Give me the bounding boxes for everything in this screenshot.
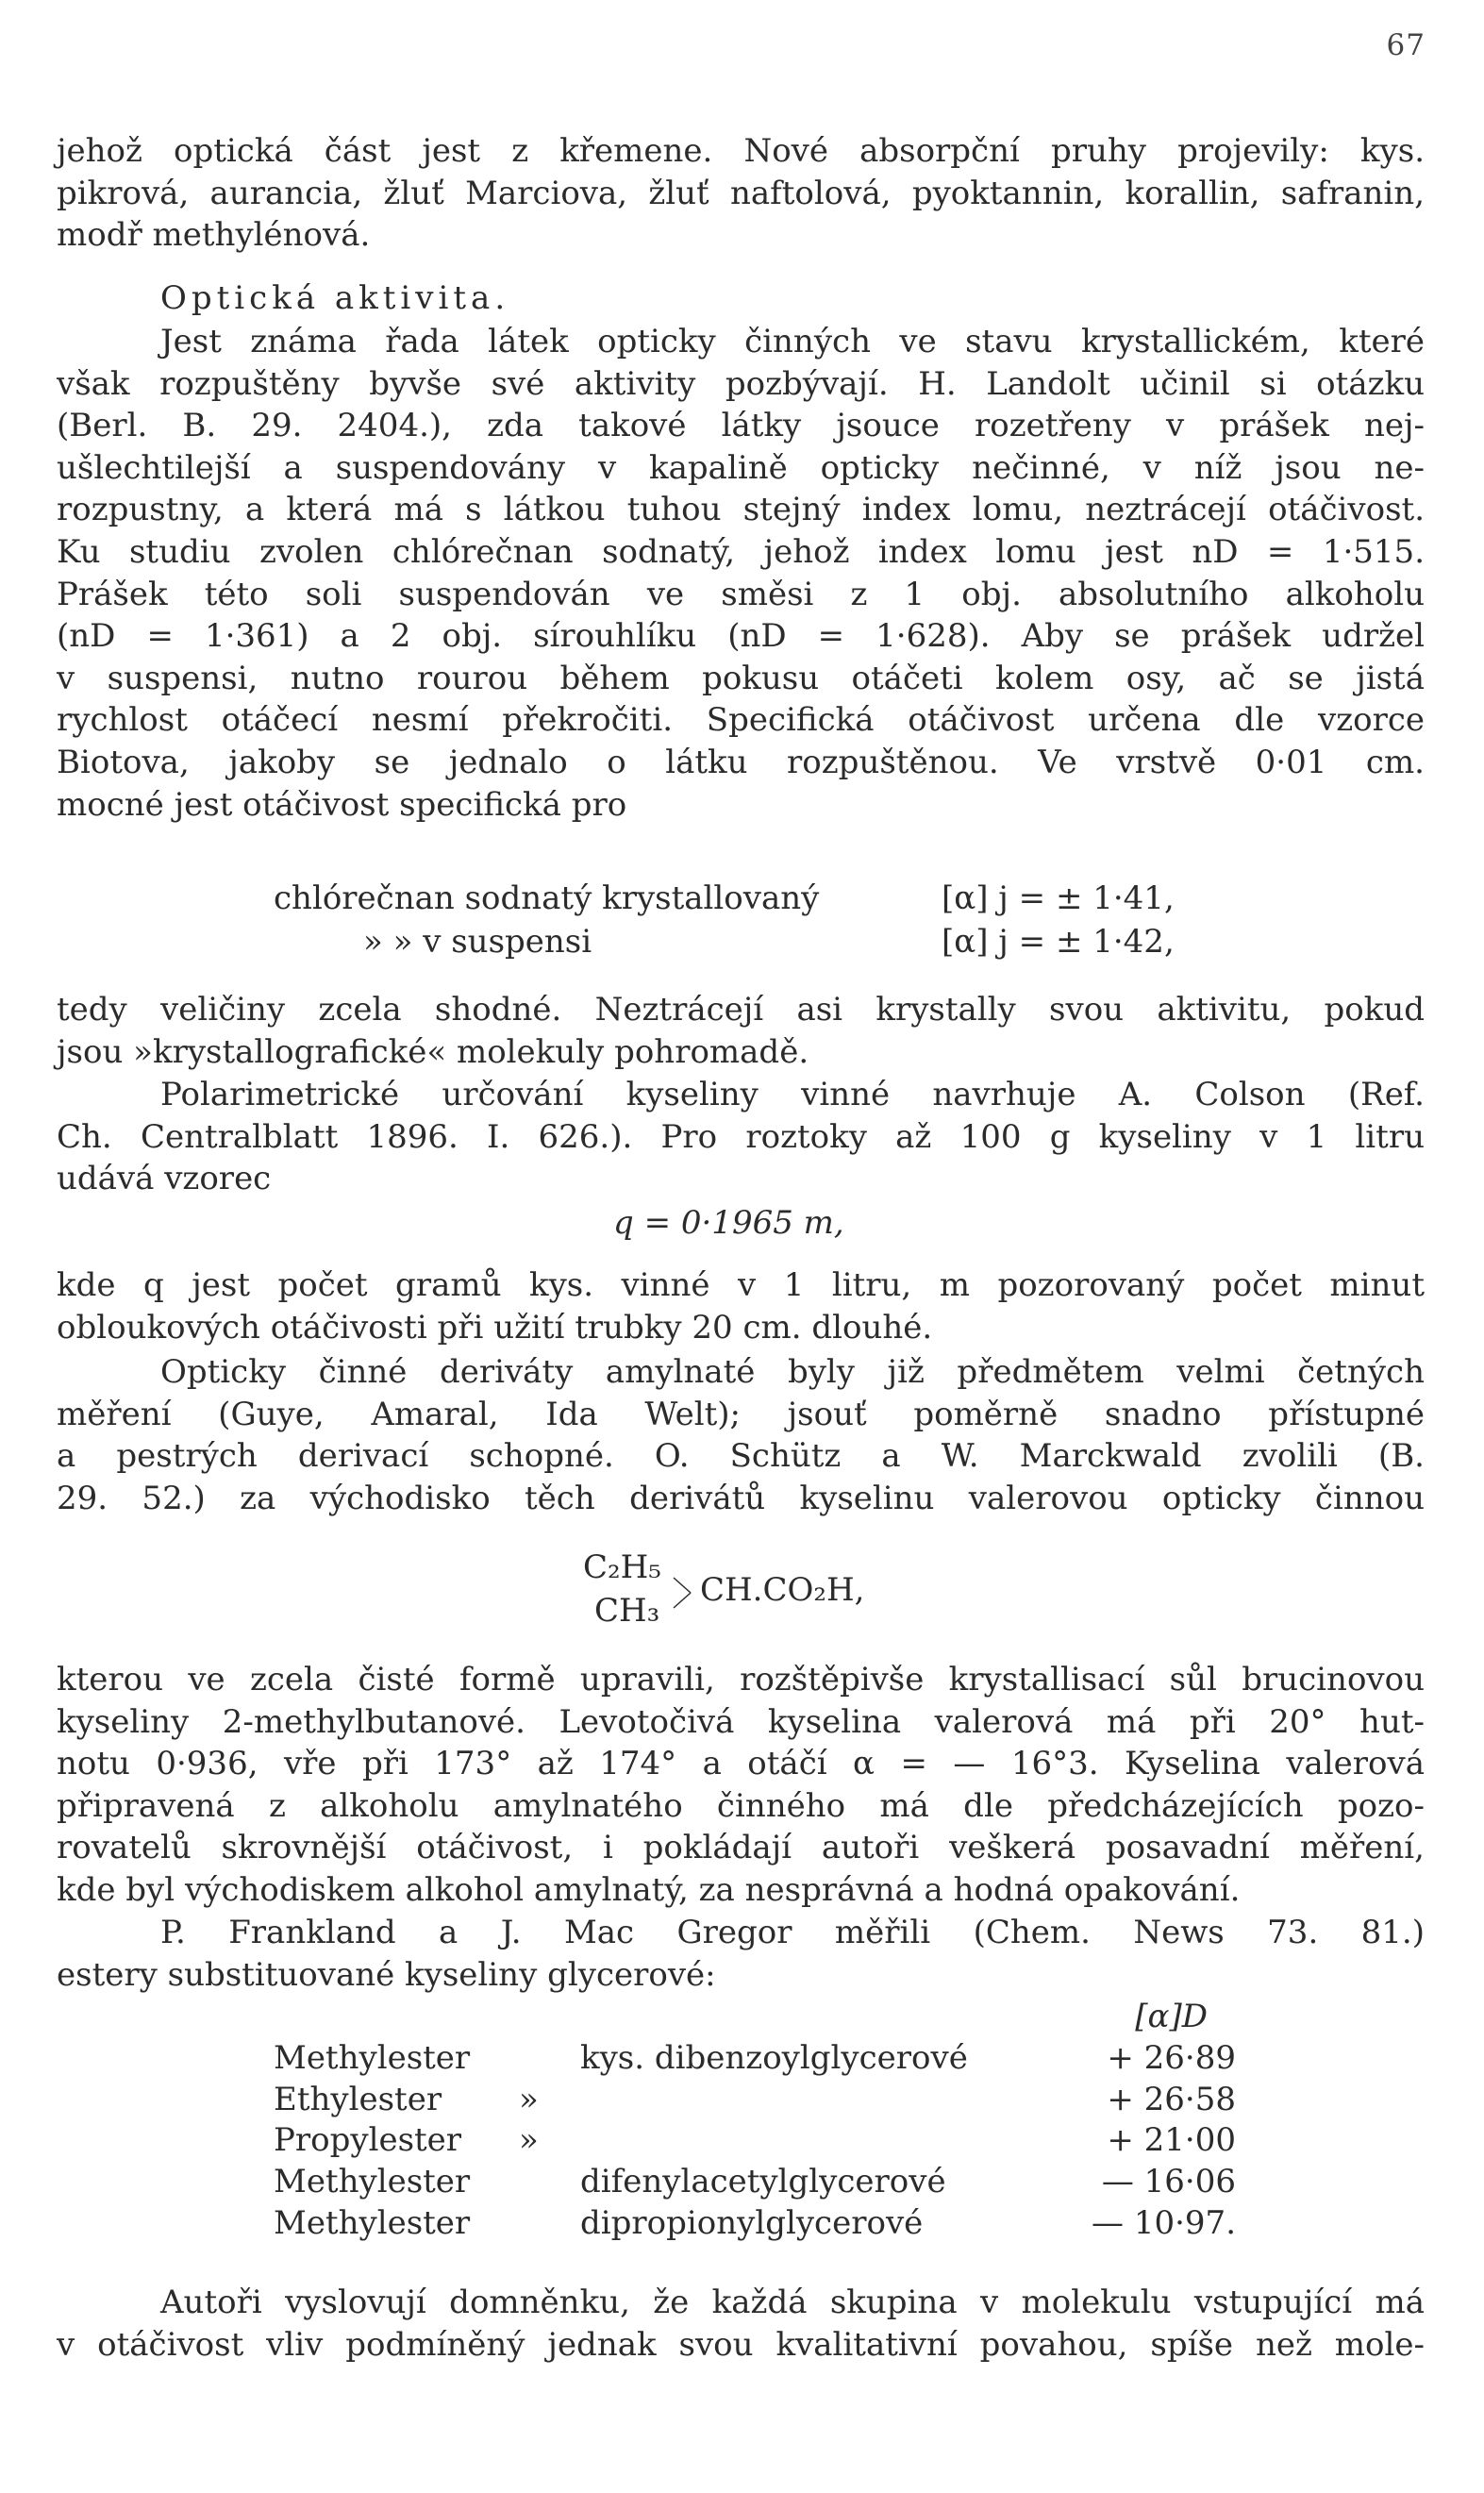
text-line: 29. 52.) za východisko těch derivátů kyselinu valerovou opticky činnou — [57, 1479, 1425, 1517]
table-row — [274, 2120, 1236, 2162]
paragraph-amyl — [57, 1351, 1425, 1519]
text-line: P. Frankland a J. Mac Gregor měřili (Chem. News 73. 81.) — [160, 1914, 1425, 1951]
paragraph-definitions — [57, 1264, 1425, 1348]
ester-name: Propylester — [274, 2121, 462, 2160]
ester-acid: » — [519, 2080, 539, 2118]
text-line: a pestrých derivací schopné. O. Schütz a W. Marckwald zvolili (B. — [57, 1437, 1425, 1476]
text-line: jsou »krystallografické« molekuly pohromadě. — [57, 1032, 809, 1071]
text-line: modř methylénová. — [57, 216, 371, 255]
paragraph-colson — [57, 1074, 1425, 1200]
text-line: však rozpuštěny byvše své aktivity pozbývají. H. Landolt učinil si otázku — [57, 364, 1425, 403]
text-line: kde byl východiskem alkohol amylnatý, za nesprávná a hodná opakování. — [57, 1870, 1241, 1909]
text-line: Prášek této soli suspendován ve směsi z 1 obj. absolutního alkoholu — [57, 575, 1425, 613]
section-heading-wrap — [57, 277, 1425, 320]
rotation-value-1: [α] j = ± 1·41, — [942, 879, 1175, 917]
ester-name: Methylester — [274, 2203, 471, 2242]
ester-acid: » — [519, 2121, 539, 2160]
text-line: Opticky činné deriváty amylnaté byly již předmětem velmi četných — [160, 1353, 1425, 1391]
page-number: 67 — [1386, 28, 1426, 62]
formula-acid-part: CH.CO₂H, — [700, 1571, 865, 1609]
paragraph-valeric — [57, 1659, 1425, 1912]
text-line: udává vzorec — [57, 1160, 272, 1198]
table-row — [274, 2162, 1236, 2203]
text-line: měření (Guye, Amaral, Ida Welt); jsouť poměrně snadno přístupné — [57, 1395, 1425, 1433]
text-line: notu 0·936, vře při 173° až 174° a otáčí α = — 16°3. Kyselina valerová — [57, 1745, 1425, 1783]
text-line: pikrová, aurancia, žluť Marciova, žluť naftolová, pyoktannin, korallin, safranin, — [57, 174, 1425, 212]
text-line: v suspensi, nutno rourou během pokusu otáčeti kolem osy, ač se jistá — [57, 659, 1425, 697]
table-header-row — [274, 1997, 1236, 2038]
section-heading: Optická aktivita. — [160, 279, 510, 317]
text-line: ušlechtilejší a suspendovány v kapalině opticky nečinné, v níž jsou ne- — [57, 448, 1425, 487]
table-row — [274, 2038, 1236, 2080]
text-line: připravená z alkoholu amylnatého činného má dle předcházejících pozo- — [57, 1786, 1425, 1825]
text-line: Biotova, jakoby se jednalo o látku rozpuštěnou. Ve vrstvě 0·01 cm. — [57, 743, 1425, 781]
text-line: (nD = 1·361) a 2 obj. sírouhlíku (nD = 1·628). Aby se prášek udržel — [57, 617, 1425, 656]
table-row — [274, 2080, 1236, 2121]
text-line: Jest známa řada látek opticky činných ve stavu krystallickém, které — [160, 323, 1425, 360]
ester-value: — 10·97. — [1092, 2203, 1236, 2242]
text-line: Ch. Centralblatt 1896. I. 626.). Pro roztoky až 100 g kyseliny v 1 litru — [57, 1117, 1425, 1156]
formula-bond-lines — [672, 1574, 694, 1612]
table-header-alpha: [α]D — [1135, 1998, 1208, 2035]
ester-name: Methylester — [274, 2038, 471, 2077]
text-line: estery substituované kyseliny glycerové: — [57, 1955, 716, 1994]
text-line: jehož optická část jest z křemene. Nové absorpční pruhy projevily: kys. — [57, 132, 1425, 170]
text-line: Polarimetrické určování kyseliny vinné navrhuje A. Colson (Ref. — [160, 1076, 1425, 1113]
ester-table — [274, 1997, 1236, 2245]
text-line: rovatelů skrovnější otáčivost, i pokládají autoři veškerá posavadní měření, — [57, 1829, 1425, 1867]
ester-value: — 16·06 — [1101, 2163, 1236, 2201]
formula-tartaric: q = 0·1965 m, — [613, 1204, 844, 1242]
text-line: (Berl. B. 29. 2404.), zda takové látky jsouce rozetřeny v prášek nej- — [57, 407, 1425, 445]
ester-name: Methylester — [274, 2163, 471, 2201]
paragraph-conclusion — [57, 989, 1425, 1073]
text-line: rychlost otáčecí nesmí překročiti. Specifická otáčivost určena dle vzorce — [57, 701, 1425, 740]
ester-acid: difenylacetylglycerové — [580, 2163, 946, 2201]
text-line: obloukových otáčivosti při užití trubky 20 cm. dlouhé. — [57, 1308, 933, 1347]
text-line: mocné jest otáčivost specifická pro — [57, 785, 627, 824]
text-line: rozpustny, a která má s látkou tuhou stejný index lomu, neztrácejí otáčivost. — [57, 491, 1425, 529]
ester-value: + 21·00 — [1107, 2121, 1236, 2160]
paragraph-frankland — [57, 1912, 1425, 1996]
ester-value: + 26·89 — [1107, 2038, 1236, 2077]
rotation-label-2: » » v suspensi — [363, 923, 592, 961]
text-line: kyseliny 2-methylbutanové. Levotočivá kyselina valerová má při 20° hut- — [57, 1702, 1425, 1741]
ester-acid: dipropionylglycerové — [580, 2203, 924, 2242]
ester-acid: kys. dibenzoylglycerové — [580, 2038, 968, 2077]
text-line: Ku studiu zvolen chlórečnan sodnatý, jehož index lomu jest nD = 1·515. — [57, 532, 1425, 571]
text-line: Autoři vyslovují domněnku, že každá skupina v molekulu vstupující má — [160, 2284, 1425, 2321]
rotation-label-1: chlórečnan sodnatý krystallovaný — [274, 879, 820, 917]
paragraph-hypothesis — [57, 2282, 1425, 2366]
text-line: kterou ve zcela čisté formě upravili, rozštěpivše krystallisací sůl brucinovou — [57, 1661, 1425, 1698]
paragraph-absorption — [57, 130, 1425, 257]
ester-value: + 26·58 — [1107, 2080, 1236, 2118]
rotation-value-2: [α] j = ± 1·42, — [942, 923, 1175, 961]
text-line: tedy veličiny zcela shodné. Neztrácejí asi krystally svou aktivitu, pokud — [57, 991, 1425, 1029]
ester-name: Ethylester — [274, 2080, 442, 2118]
paragraph-landolt — [57, 321, 1425, 826]
text-line: kde q jest počet gramů kys. vinné v 1 litru, m pozorovaný počet minut — [57, 1266, 1425, 1304]
formula-ethyl-group: C₂H₅ — [583, 1548, 661, 1586]
text-line: v otáčivost vliv podmíněný jednak svou kvalitativní povahou, spíše než mole- — [57, 2325, 1425, 2364]
formula-methyl-group: CH₃ — [594, 1592, 660, 1630]
table-row — [274, 2203, 1236, 2245]
